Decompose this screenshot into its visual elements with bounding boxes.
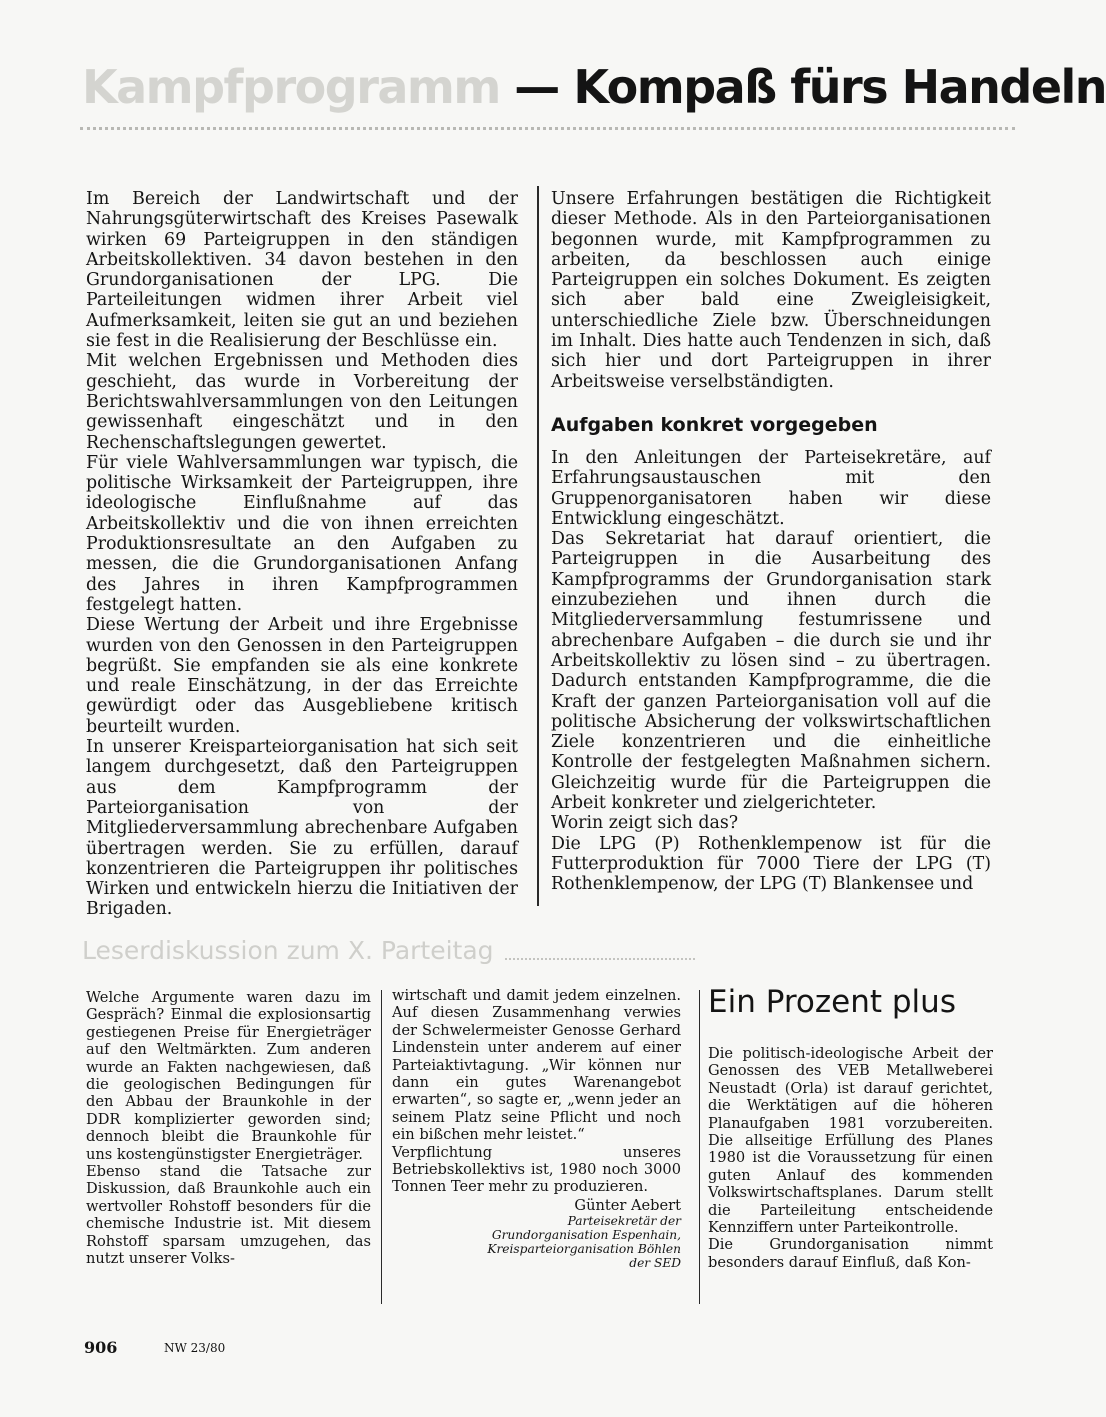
- section-title: Leserdiskussion zum X. Parteitag: [82, 936, 494, 965]
- headline-faded-part: Kampfprogramm: [82, 60, 500, 114]
- author-role-line: Parteisekretär der: [567, 1214, 681, 1229]
- paragraph: In unserer Kreisparteiorganisation hat sich seit langem durchgesetzt, daß den Parteigruppen aus dem Kampfprogramm der Parteiorganisation von der Mitgliederversammlung abrechenbare Aufgaben übertragen werden. Sie zu erfüllen, darauf konzentrieren die Parteigruppen ihr politisches Wirken und entwickeln hierzu die Initiativen der Brigaden.: [86, 737, 518, 920]
- headline-dash: —: [499, 60, 574, 114]
- paragraph: Die Grundorganisation nimmt besonders darauf Einfluß, daß Kon-: [708, 1236, 993, 1271]
- subheading: Aufgaben konkret vorgegeben: [551, 413, 878, 436]
- author-name: Günter Aebert: [574, 1196, 681, 1214]
- author-role-line: Grundorganisation Espenhain,: [491, 1228, 681, 1243]
- paragraph: Die LPG (P) Rothenklempenow ist für die Futterproduktion für 7000 Tiere der LPG (T) Rothenklempenow, der LPG (T) Blankensee und: [551, 833, 991, 895]
- paragraph: Worin zeigt sich das?: [551, 813, 739, 834]
- article-right-column: [551, 189, 991, 895]
- author-role: [392, 1214, 681, 1270]
- headline-rule: [80, 127, 1015, 130]
- paragraph: Das Sekretariat hat darauf orientiert, die Parteigruppen in die Ausarbeitung des Kampfprogramms der Grundorganisation stark einzubeziehen und ihnen durch die Mitgliederversammlung festumrissene und abrechenbare Aufgaben – die durch sie und ihr Arbeitskollektiv zu lösen sind – zu übertragen. Dadurch entstanden Kampfprogramme, die die Kraft der ganzen Parteiorganisation voll auf die politische Absicherung der volkswirtschaftlichen Ziele konzentrieren und die einheitliche Kontrolle der festgelegten Maßnahmen sichern. Gleichzeitig wurde für die Parteigruppen die Arbeit konkreter und zielgerichteter.: [551, 529, 991, 814]
- paragraph: Im Bereich der Landwirtschaft und der Nahrungsgüterwirtschaft des Kreises Pasewalk wirken 69 Parteigruppen in den ständigen Arbeitskollektiven. 34 davon bestehen in den Grundorganisationen der LPG. Die Parteileitungen widmen ihrer Arbeit viel Aufmerksamkeit, leiten sie gut an und beziehen sie fest in die Realisierung der Beschlüsse ein.: [86, 189, 518, 352]
- discussion-column-2: [392, 987, 681, 1270]
- paragraph: Verpflichtung unseres Betriebskollektivs ist, 1980 noch 3000 Tonnen Teer mehr zu produzieren.: [392, 1143, 681, 1196]
- column-divider: [381, 990, 382, 1304]
- discussion-column-1: [86, 989, 371, 1268]
- paragraph: Diese Wertung der Arbeit und ihre Ergebnisse wurden von den Genossen in den Parteigruppen begrüßt. Sie empfanden sie als eine konkrete und reale Einschätzung, in der das Erreichte gewürdigt oder das Ausgebliebene kritisch beurteilt wurden.: [86, 615, 518, 737]
- paragraph: Für viele Wahlversammlungen war typisch, die politische Wirksamkeit der Parteigruppen, ihre ideologische Einflußnahme auf das Arbeitskollektiv und die von ihnen erreichten Produktionsresultate an den Aufgaben zu messen, die die Grundorganisationen Anfang des Jahres in ihren Kampfprogrammen festgelegt hatten.: [86, 452, 518, 615]
- paragraph: In den Anleitungen der Parteisekretäre, auf Erfahrungsaustauschen mit den Gruppenorganisatoren haben wir diese Entwicklung eingeschätzt.: [551, 447, 991, 529]
- article-left-column: [86, 189, 518, 920]
- paragraph: Ebenso stand die Tatsache zur Diskussion, daß Braunkohle auch ein wertvoller Rohstoff besonders für die chemische Industrie ist. Mit diesem Rohstoff sparsam umzugehen, das nutzt unserer Volks-: [86, 1163, 371, 1268]
- paragraph: Mit welchen Ergebnissen und Methoden dies geschieht, das wurde in Vorbereitung der Berichtswahlversammlungen von den Leitungen gewissenhaft eingeschätzt und in den Rechenschaftslegungen gewertet.: [86, 351, 518, 453]
- page-number: 906: [84, 1338, 118, 1357]
- section-rule: [505, 958, 695, 960]
- box-column: [708, 1045, 993, 1271]
- paragraph: Welche Argumente waren dazu im Gespräch? Einmal die explosionsartig gestiegenen Preise für Energieträger auf den Weltmärkten. Zum anderen wurde an Fakten nachgewiesen, daß die geologischen Bedingungen für den Abbau der Braunkohle in der DDR komplizierter geworden sind; dennoch bleibt die Braunkohle für uns kostengünstigster Energieträger.: [86, 989, 371, 1163]
- column-divider: [699, 990, 700, 1304]
- paragraph: Unsere Erfahrungen bestätigen die Richtigkeit dieser Methode. Als in den Parteiorganisationen begonnen wurde, mit Kampfprogrammen zu arbeiten, da beschlossen auch einige Parteigruppen ein solches Dokument. Es zeigten sich aber bald eine Zweigleisigkeit, unterschiedliche Ziele bzw. Überschneidungen im Inhalt. Dies hatte auch Tendenzen in sich, daß sich hier und dort Parteigruppen in ihrer Arbeitsweise verselbständigten.: [551, 189, 991, 392]
- headline: [82, 60, 1106, 120]
- author-role-line: der SED: [629, 1256, 681, 1271]
- column-divider: [537, 186, 539, 906]
- paragraph: wirtschaft und damit jedem einzelnen. Auf diesen Zusammenhang verwies der Schwelermeister Genosse Gerhard Lindenstein unter anderem auf einer Parteiaktivtagung. „Wir können nur dann ein gutes Warenangebot erwarten“, so sagte er, „wenn jeder an seinem Platz seine Pflicht und noch ein bißchen mehr leistet.“: [392, 987, 681, 1144]
- paragraph: Die politisch-ideologische Arbeit der Genossen des VEB Metallweberei Neustadt (Orla) ist darauf gerichtet, die Werktätigen auf die höheren Planaufgaben 1981 vorzubereiten. Die allseitige Erfüllung des Planes 1980 ist die Voraussetzung für einen guten Anlauf des kommenden Volkswirtschaftsplanes. Darum stellt die Parteileitung entscheidende Kennziffern unter Parteikontrolle.: [708, 1045, 993, 1237]
- headline-main-part: Kompaß fürs Handeln: [573, 60, 1106, 114]
- author-role-line: Kreisparteiorganisation Böhlen: [487, 1242, 681, 1257]
- box-title: Ein Prozent plus: [708, 984, 956, 1020]
- issue-label: NW 23/80: [164, 1341, 226, 1355]
